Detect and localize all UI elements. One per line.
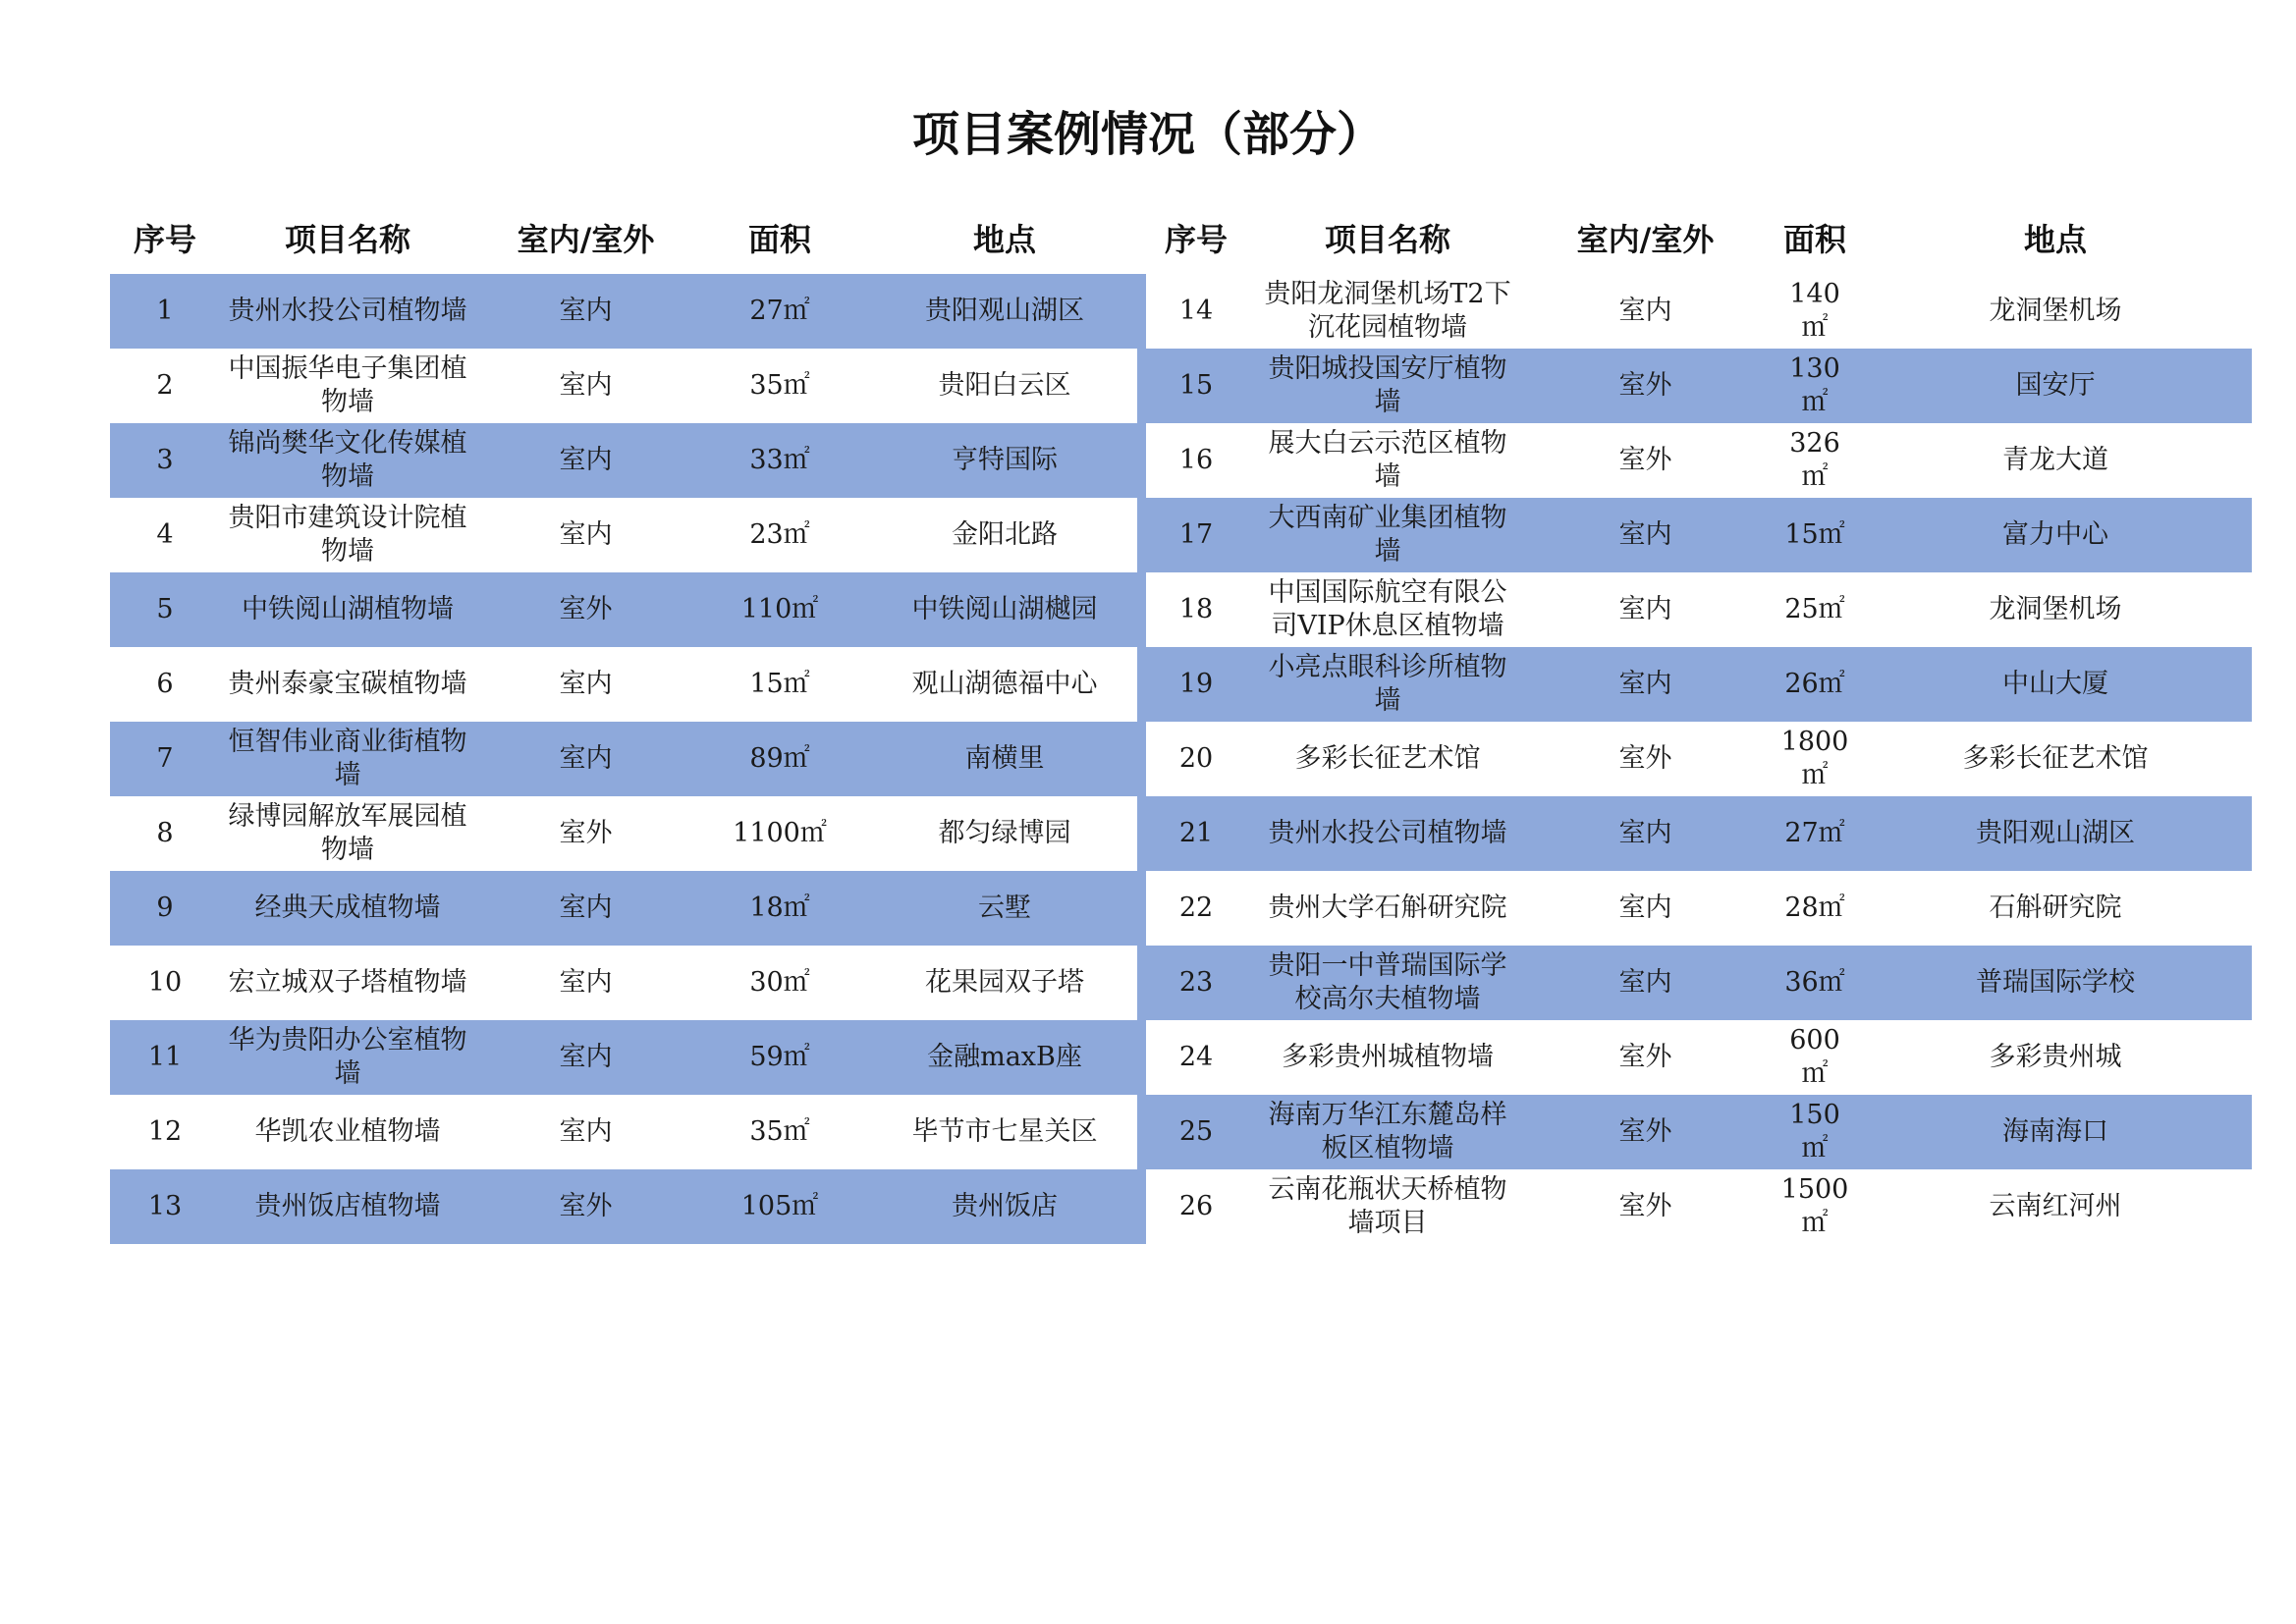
header-type: 室内/室外 [1576,221,1715,258]
cell-location: 金阳北路 [952,519,1058,550]
project-table-right [1137,201,2252,1244]
cell-area: 15㎡ [749,669,810,699]
header-area: 面积 [747,221,811,258]
cell-no: 7 [156,743,174,774]
table-row [1137,349,2252,423]
header-area: 面积 [1782,221,1846,258]
cell-name: 中国国际航空有限公司VIP休息区植物墙 [1268,577,1507,641]
header-location: 地点 [972,221,1036,258]
cell-no: 15 [1178,370,1214,401]
cell-type: 室内 [1618,967,1672,998]
cell-location: 南横里 [964,743,1045,774]
cell-type: 室内 [1618,594,1672,624]
cell-location: 龙洞堡机场 [1989,296,2122,326]
table-header-row [110,201,1146,274]
cell-name: 贵阳龙洞堡机场T2下沉花园植物墙 [1264,279,1511,343]
table-row [110,871,1146,946]
cell-area: 36㎡ [1784,967,1845,998]
cell-location: 亨特国际 [952,445,1058,475]
cell-location: 云墅 [978,893,1031,923]
cell-name: 贵州水投公司植物墙 [1268,818,1507,848]
cell-no: 22 [1178,893,1214,923]
cell-name: 多彩长征艺术馆 [1294,743,1481,774]
cell-no: 3 [156,445,174,475]
cell-type: 室外 [1618,1191,1672,1221]
cell-area: 130㎡ [1789,353,1840,417]
project-table-left [110,201,1146,1244]
cell-type: 室内 [559,967,613,998]
cell-type: 室外 [559,594,613,624]
cell-type: 室外 [559,1191,613,1221]
cell-area: 35㎡ [749,1116,810,1147]
cell-location: 贵阳观山湖区 [925,296,1084,326]
cell-location: 观山湖德福中心 [911,669,1098,699]
cell-no: 1 [156,296,174,326]
cell-name: 中国振华电子集团植物墙 [228,353,467,417]
cell-location: 贵州饭店 [952,1191,1058,1221]
cell-area: 140㎡ [1789,279,1840,343]
cell-no: 5 [156,594,174,624]
table-row [1137,274,2252,349]
cell-no: 8 [156,818,174,848]
table-header-row [1137,201,2252,274]
cell-area: 18㎡ [749,893,810,923]
cell-no: 6 [156,669,174,699]
cell-type: 室内 [559,669,613,699]
cell-name: 贵阳一中普瑞国际学校高尔夫植物墙 [1268,950,1507,1014]
cell-area: 1100㎡ [733,818,827,848]
table-row [110,498,1146,572]
cell-type: 室外 [1618,1042,1672,1072]
cell-type: 室内 [559,370,613,401]
cell-location: 中山大厦 [2002,669,2108,699]
cell-type: 室外 [1618,445,1672,475]
cell-no: 9 [156,893,174,923]
table-row [1137,572,2252,647]
header-name: 项目名称 [284,221,410,258]
cell-no: 10 [147,967,183,998]
cell-location: 多彩贵州城 [1989,1042,2122,1072]
table-row [110,946,1146,1020]
cell-area: 110㎡ [740,594,819,624]
cell-area: 25㎡ [1784,594,1845,624]
cell-no: 26 [1178,1191,1214,1221]
cell-no: 21 [1178,818,1214,848]
table-row [1137,722,2252,796]
cell-type: 室外 [559,818,613,848]
table-row [110,647,1146,722]
table-row [1137,647,2252,722]
cell-no: 17 [1178,519,1214,550]
header-no: 序号 [133,221,196,258]
cell-no: 4 [156,519,174,550]
cell-type: 室内 [559,445,613,475]
cell-area: 33㎡ [749,445,810,475]
table-row [110,274,1146,349]
table-row [1137,871,2252,946]
table-row [110,572,1146,647]
cell-type: 室内 [1618,296,1672,326]
table-row [110,796,1146,871]
cell-type: 室内 [559,519,613,550]
cell-type: 室外 [1618,743,1672,774]
cell-location: 贵阳观山湖区 [1976,818,2135,848]
table-row [110,1020,1146,1095]
cell-name: 华凯农业植物墙 [254,1116,441,1147]
cell-no: 16 [1178,445,1214,475]
cell-name: 恒智伟业商业街植物墙 [228,727,467,790]
cell-name: 中铁阅山湖植物墙 [242,594,454,624]
cell-location: 多彩长征艺术馆 [1962,743,2149,774]
cell-name: 贵州泰豪宝碳植物墙 [228,669,467,699]
cell-name: 海南万华江东麓岛样板区植物墙 [1268,1100,1507,1164]
cell-name: 宏立城双子塔植物墙 [228,967,467,998]
table-row [1137,796,2252,871]
table-row [1137,946,2252,1020]
cell-area: 27㎡ [1784,818,1845,848]
cell-location: 金融maxB座 [927,1042,1082,1072]
cell-location: 中铁阅山湖樾园 [911,594,1098,624]
cell-location: 青龙大道 [2002,445,2108,475]
cell-location: 花果园双子塔 [925,967,1084,998]
table-row [1137,1169,2252,1244]
cell-name: 贵阳城投国安厅植物墙 [1268,353,1507,417]
header-no: 序号 [1164,221,1228,258]
cell-no: 20 [1178,743,1214,774]
cell-type: 室内 [559,1042,613,1072]
cell-no: 19 [1178,669,1214,699]
cell-area: 89㎡ [749,743,810,774]
cell-type: 室内 [559,893,613,923]
cell-area: 326㎡ [1789,428,1840,492]
cell-name: 贵州水投公司植物墙 [228,296,467,326]
cell-no: 2 [156,370,174,401]
cell-area: 28㎡ [1784,893,1845,923]
cell-type: 室内 [559,1116,613,1147]
cell-area: 15㎡ [1784,519,1845,550]
cell-location: 石斛研究院 [1989,893,2122,923]
cell-location: 普瑞国际学校 [1976,967,2135,998]
cell-name: 锦尚樊华文化传媒植物墙 [228,428,467,492]
cell-area: 30㎡ [749,967,810,998]
cell-name: 贵阳市建筑设计院植物墙 [228,503,467,567]
cell-no: 14 [1178,296,1214,326]
table-row [110,722,1146,796]
cell-area: 1500㎡ [1780,1174,1849,1238]
table-row [110,423,1146,498]
table-row [110,349,1146,423]
table-row [1137,1095,2252,1169]
cell-area: 59㎡ [749,1042,810,1072]
cell-location: 富力中心 [2002,519,2108,550]
header-type: 室内/室外 [517,221,655,258]
cell-name: 大西南矿业集团植物墙 [1268,503,1507,567]
page-title: 项目案例情况（部分） [911,107,1384,162]
cell-area: 35㎡ [749,370,810,401]
header-location: 地点 [2023,221,2087,258]
table-row [1137,498,2252,572]
cell-area: 27㎡ [749,296,810,326]
cell-area: 1800㎡ [1780,727,1849,790]
cell-location: 龙洞堡机场 [1989,594,2122,624]
cell-no: 18 [1178,594,1214,624]
cell-type: 室外 [1618,1116,1672,1147]
cell-name: 经典天成植物墙 [254,893,441,923]
cell-name: 云南花瓶状天桥植物墙项目 [1268,1174,1507,1238]
cell-name: 华为贵阳办公室植物墙 [228,1025,467,1089]
cell-location: 国安厅 [2015,370,2096,401]
table-row [110,1095,1146,1169]
cell-location: 毕节市七星关区 [911,1116,1098,1147]
cell-type: 室内 [1618,519,1672,550]
cell-no: 11 [147,1042,183,1072]
cell-area: 26㎡ [1784,669,1845,699]
cell-no: 12 [147,1116,183,1147]
cell-no: 13 [147,1191,183,1221]
cell-name: 多彩贵州城植物墙 [1282,1042,1494,1072]
cell-name: 绿博园解放军展园植物墙 [228,801,467,865]
cell-type: 室外 [1618,370,1672,401]
table-row [1137,1020,2252,1095]
cell-type: 室内 [1618,669,1672,699]
cell-type: 室内 [559,743,613,774]
cell-no: 24 [1178,1042,1214,1072]
cell-name: 贵州大学石斛研究院 [1268,893,1507,923]
cell-type: 室内 [559,296,613,326]
cell-location: 海南海口 [2002,1116,2108,1147]
cell-type: 室内 [1618,893,1672,923]
table-row [110,1169,1146,1244]
cell-area: 600㎡ [1789,1025,1840,1089]
cell-no: 23 [1178,967,1214,998]
header-name: 项目名称 [1324,221,1450,258]
cell-area: 105㎡ [740,1191,819,1221]
cell-no: 25 [1178,1116,1214,1147]
cell-area: 150㎡ [1789,1100,1840,1164]
table-row [1137,423,2252,498]
cell-area: 23㎡ [749,519,810,550]
cell-name: 展大白云示范区植物墙 [1268,428,1507,492]
cell-location: 都匀绿博园 [938,818,1071,848]
cell-name: 贵州饭店植物墙 [254,1191,441,1221]
cell-location: 贵阳白云区 [938,370,1071,401]
cell-name: 小亮点眼科诊所植物墙 [1268,652,1507,716]
cell-location: 云南红河州 [1989,1191,2122,1221]
cell-type: 室内 [1618,818,1672,848]
